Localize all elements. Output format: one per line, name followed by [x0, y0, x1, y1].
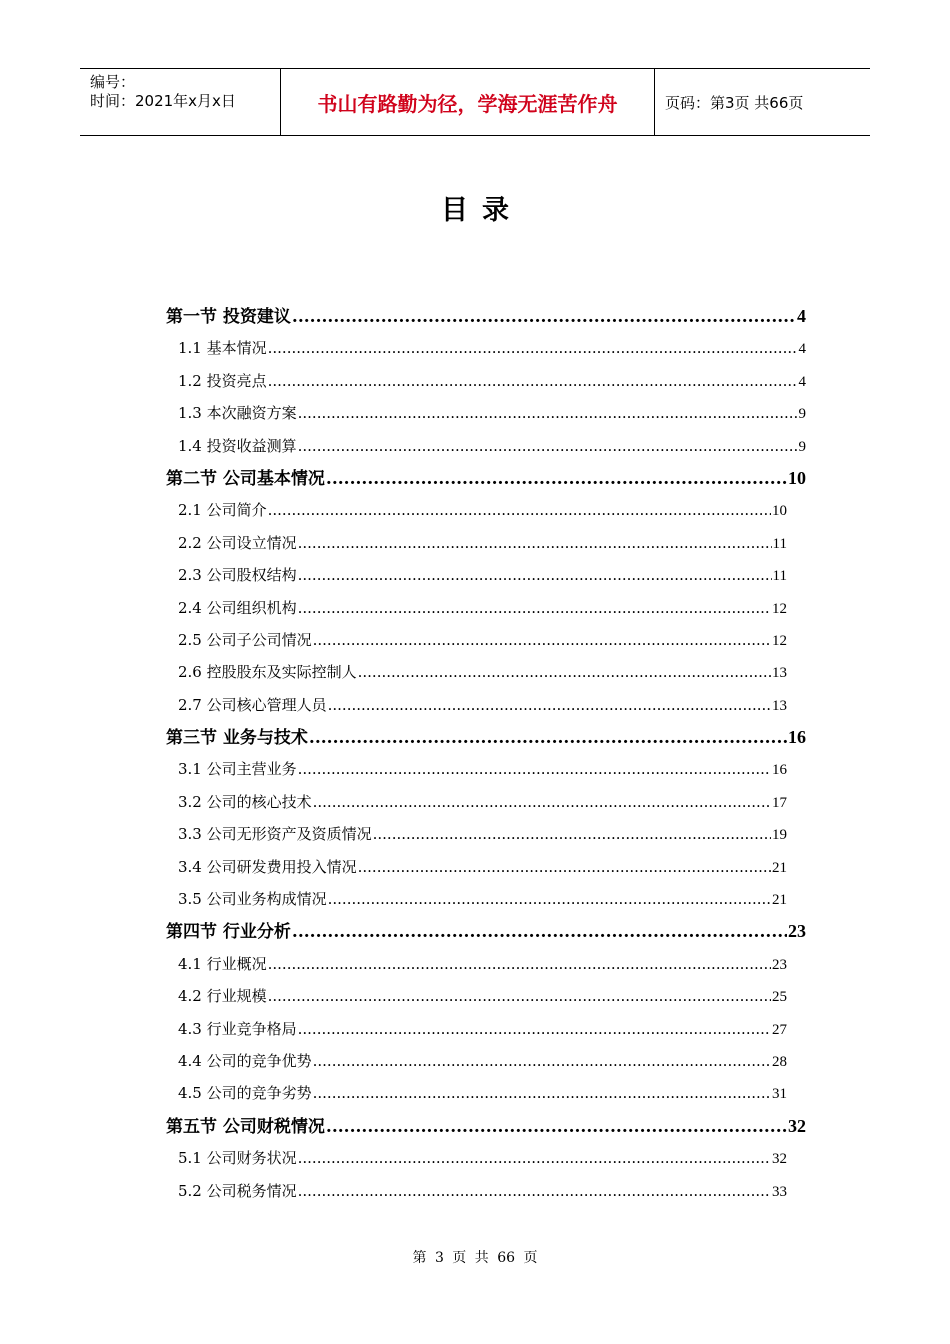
toc-entry-page: 12 — [772, 600, 787, 617]
toc-subsection-entry[interactable] — [166, 851, 787, 883]
toc-subsection-entry[interactable] — [166, 1077, 787, 1109]
toc-leader-dots — [298, 1142, 771, 1174]
toc-entry-page: 13 — [772, 697, 787, 714]
toc-subsection-entry[interactable] — [166, 980, 787, 1012]
toc-entry-page: 16 — [788, 727, 806, 748]
toc-subsection-entry[interactable] — [166, 592, 787, 624]
toc-leader-dots — [373, 818, 771, 850]
toc-subsection-entry[interactable] — [166, 656, 787, 688]
toc-entry-page: 4 — [797, 306, 806, 326]
toc-subsection-entry[interactable] — [166, 1175, 787, 1207]
toc-subsection-entry[interactable] — [166, 365, 806, 397]
toc-leader-dots — [298, 1175, 771, 1207]
toc-entry-page: 17 — [772, 794, 787, 811]
toc-leader-dots — [298, 527, 772, 559]
toc-subsection-entry[interactable] — [166, 430, 806, 462]
toc-subsection-entry[interactable] — [166, 332, 806, 364]
toc-leader-dots — [313, 1077, 771, 1109]
toc-entry-page: 9 — [798, 406, 806, 423]
toc-entry-page: 28 — [772, 1053, 787, 1070]
toc-leader-dots — [328, 689, 771, 721]
toc-entry-page: 13 — [772, 665, 787, 682]
toc-entry-label: 5.2 公司税务情况 — [178, 1181, 297, 1200]
toc-leader-dots — [292, 301, 796, 332]
toc-leader-dots — [298, 430, 798, 462]
toc-entry-page: 27 — [772, 1021, 787, 1038]
toc-leader-dots — [358, 656, 771, 688]
toc-entry-label: 1.1 基本情况 — [178, 339, 267, 358]
toc-entry-page: 21 — [772, 859, 787, 876]
toc-entry-label: 第二节 公司基本情况 — [166, 468, 325, 489]
toc-entry-label: 2.5 公司子公司情况 — [178, 630, 312, 649]
toc-leader-dots — [298, 559, 772, 591]
toc-leader-dots — [268, 494, 771, 526]
toc-leader-dots — [268, 365, 798, 397]
toc-entry-label: 1.4 投资收益测算 — [178, 436, 297, 455]
toc-entry-page: 33 — [772, 1183, 787, 1200]
toc-leader-dots — [313, 786, 771, 818]
header-time-label: 时间：2021年x月x日 — [90, 92, 236, 110]
toc-subsection-entry[interactable] — [166, 527, 787, 559]
toc-entry-label: 3.2 公司的核心技术 — [178, 792, 312, 811]
toc-leader-dots — [326, 1111, 787, 1142]
toc-entry-label: 3.3 公司无形资产及资质情况 — [178, 825, 372, 844]
toc-leader-dots — [268, 948, 771, 980]
toc-entry-page: 4 — [798, 373, 806, 390]
header-motto: 书山有路勤为径，学海无涯苦作舟 — [281, 69, 655, 135]
toc-entry-label: 第五节 公司财税情况 — [166, 1116, 325, 1137]
toc-subsection-entry[interactable] — [166, 818, 787, 850]
toc-entry-label: 2.7 公司核心管理人员 — [178, 695, 327, 714]
toc-entry-page: 23 — [788, 921, 806, 942]
toc-entry-page: 19 — [772, 827, 787, 844]
page-title: 目录 — [441, 195, 523, 226]
toc-subsection-entry[interactable] — [166, 1045, 787, 1077]
toc-subsection-entry[interactable] — [166, 786, 787, 818]
toc-entry-page: 16 — [772, 762, 787, 779]
toc-subsection-entry[interactable] — [166, 624, 787, 656]
toc-entry-page: 32 — [772, 1151, 787, 1168]
toc-subsection-entry[interactable] — [166, 559, 787, 591]
toc-entry-label: 2.3 公司股权结构 — [178, 566, 297, 585]
toc-entry-label: 3.5 公司业务构成情况 — [178, 890, 327, 909]
toc-section-entry[interactable] — [166, 462, 806, 494]
toc-subsection-entry[interactable] — [166, 397, 806, 429]
table-of-contents — [166, 300, 806, 1207]
toc-entry-label: 5.1 公司财务状况 — [178, 1149, 297, 1168]
toc-subsection-entry[interactable] — [166, 753, 787, 785]
toc-entry-page: 32 — [788, 1115, 806, 1136]
toc-entry-label: 第一节 投资建议 — [166, 307, 291, 327]
toc-leader-dots — [358, 851, 771, 883]
toc-entry-page: 21 — [772, 892, 787, 909]
toc-entry-label: 2.1 公司简介 — [178, 501, 267, 520]
toc-entry-page: 10 — [772, 503, 787, 520]
toc-leader-dots — [298, 1013, 771, 1045]
toc-entry-label: 2.6 控股股东及实际控制人 — [178, 663, 357, 682]
header-number-label: 编号： — [90, 73, 136, 91]
toc-entry-label: 4.3 行业竞争格局 — [178, 1019, 297, 1038]
toc-entry-label: 3.1 公司主营业务 — [178, 760, 297, 779]
toc-entry-label: 3.4 公司研发费用投入情况 — [178, 857, 357, 876]
toc-entry-label: 4.4 公司的竞争优势 — [178, 1051, 312, 1070]
toc-entry-page: 25 — [772, 989, 787, 1006]
toc-entry-page: 4 — [798, 341, 806, 358]
toc-leader-dots — [292, 916, 787, 947]
header-meta — [80, 69, 281, 135]
toc-entry-label: 第三节 业务与技术 — [166, 728, 308, 749]
toc-entry-page: 9 — [798, 438, 806, 455]
toc-entry-page: 11 — [772, 568, 787, 585]
toc-subsection-entry[interactable] — [166, 1013, 787, 1045]
toc-subsection-entry[interactable] — [166, 1142, 787, 1174]
toc-entry-label: 4.2 行业规模 — [178, 987, 267, 1006]
toc-section-entry[interactable] — [166, 1110, 806, 1142]
toc-leader-dots — [313, 624, 771, 656]
toc-leader-dots — [313, 1045, 771, 1077]
toc-subsection-entry[interactable] — [166, 883, 787, 915]
toc-leader-dots — [298, 592, 771, 624]
toc-leader-dots — [268, 980, 771, 1012]
toc-entry-label: 第四节 行业分析 — [166, 922, 291, 943]
toc-section-entry[interactable] — [166, 915, 806, 947]
header-page-info: 页码：第3页 共66页 — [665, 93, 804, 112]
toc-subsection-entry[interactable] — [166, 689, 787, 721]
toc-entry-page: 23 — [772, 956, 787, 973]
toc-entry-label: 1.3 本次融资方案 — [178, 404, 297, 423]
toc-entry-page: 11 — [772, 535, 787, 552]
toc-entry-label: 2.2 公司设立情况 — [178, 533, 297, 552]
toc-subsection-entry[interactable] — [166, 948, 787, 980]
toc-entry-label: 1.2 投资亮点 — [178, 371, 267, 390]
toc-entry-label: 4.5 公司的竞争劣势 — [178, 1084, 312, 1103]
toc-leader-dots — [328, 883, 771, 915]
toc-entry-label: 2.4 公司组织机构 — [178, 598, 297, 617]
toc-subsection-entry[interactable] — [166, 494, 787, 526]
toc-leader-dots — [298, 397, 798, 429]
toc-leader-dots — [298, 753, 771, 785]
page-header — [80, 68, 870, 136]
toc-section-entry[interactable] — [166, 721, 806, 753]
toc-leader-dots — [309, 722, 787, 753]
toc-section-entry[interactable] — [166, 300, 806, 332]
toc-entry-label: 4.1 行业概况 — [178, 954, 267, 973]
page-footer: 第 3 页 共 66 页 — [412, 1250, 538, 1266]
toc-entry-page: 31 — [772, 1086, 787, 1103]
toc-leader-dots — [268, 332, 798, 364]
toc-entry-page: 12 — [772, 632, 787, 649]
toc-entry-page: 10 — [788, 467, 806, 488]
toc-leader-dots — [326, 463, 787, 494]
